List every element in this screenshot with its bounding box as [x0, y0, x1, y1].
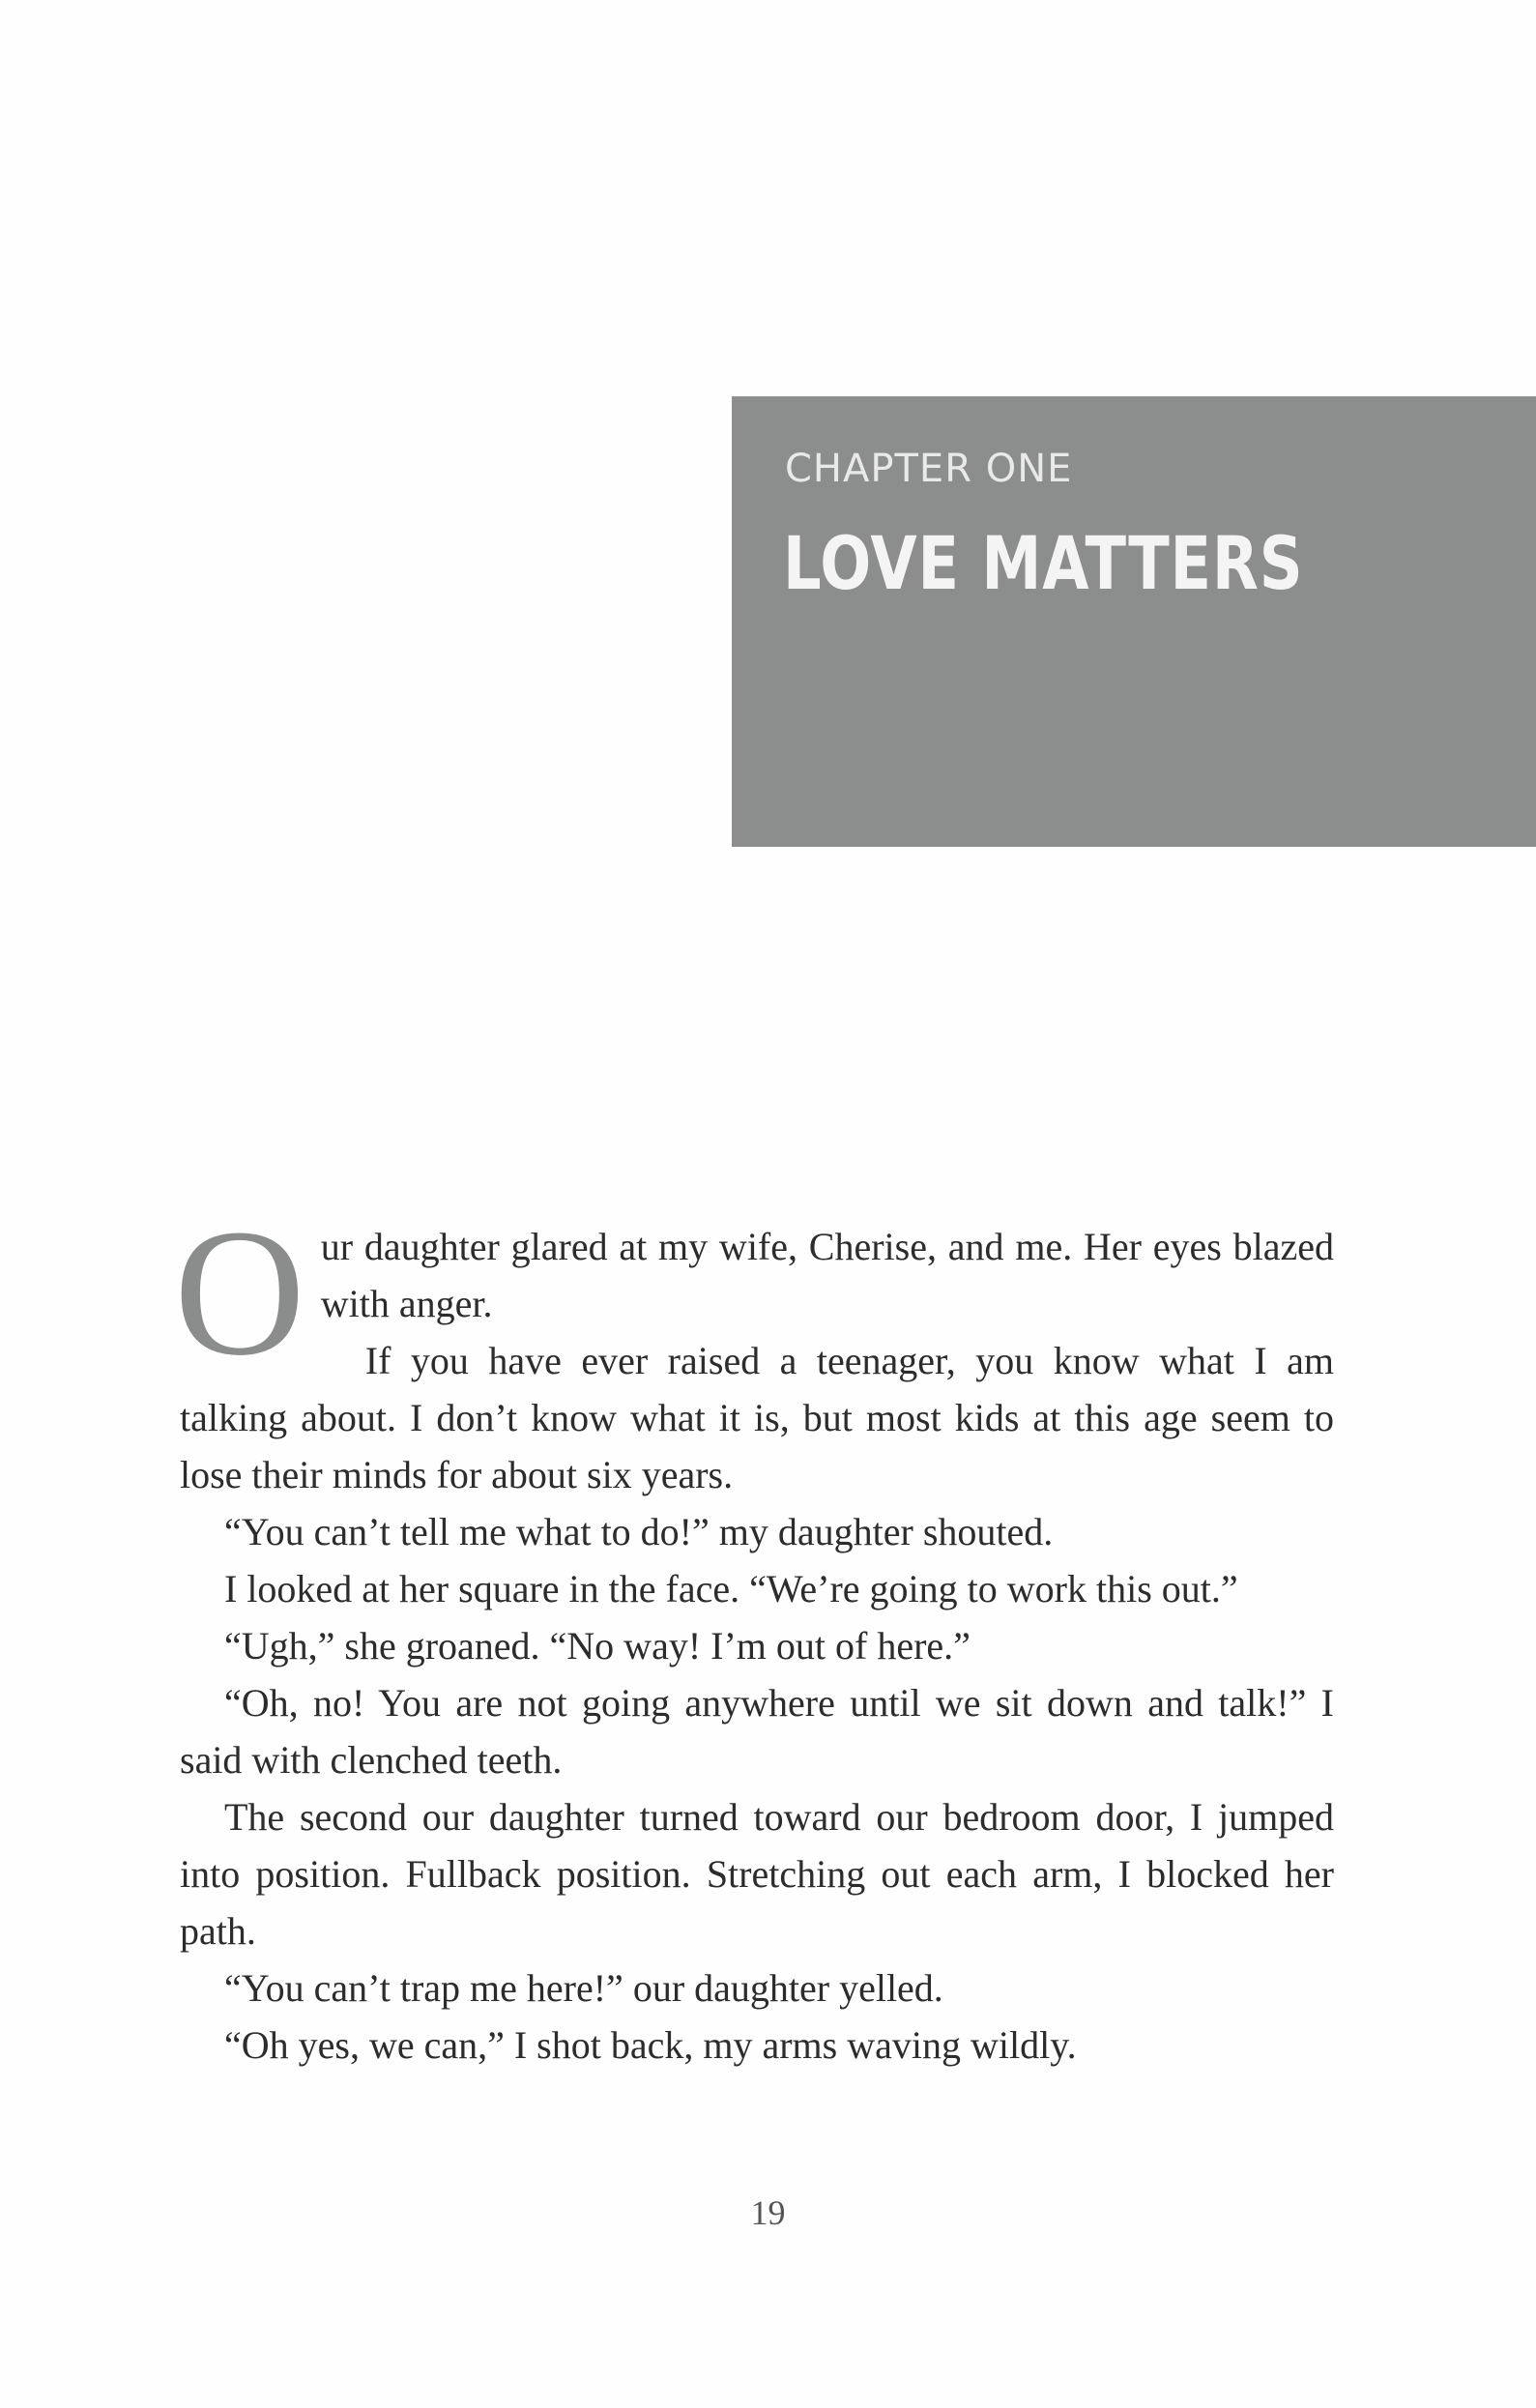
paragraph-4: I looked at her square in the face. “We’re going to work this out.”	[224, 1567, 1238, 1610]
drop-cap: O	[174, 1191, 305, 1393]
paragraph-text: ur daughter glared at my wife, Cherise, and me. Her eyes blazed with anger.	[320, 1225, 1334, 1325]
paragraph-3: “You can’t tell me what to do!” my daughter shouted.	[224, 1510, 1054, 1553]
paragraph-5: “Ugh,” she groaned. “No way! I’m out of here.”	[224, 1624, 971, 1668]
paragraph-7: The second our daughter turned toward our bedroom door, I jumped into position. Fullback position. Stretching out each arm, I blocked her path.	[180, 1795, 1334, 1953]
chapter-body	[174, 1191, 1334, 2074]
paragraph-9: “Oh yes, we can,” I shot back, my arms waving wildly.	[224, 2023, 1077, 2067]
paragraph-2: If you have ever raised a teenager, you know what I am talking about. I don’t know what it is, but most kids at this age seem to lose their minds for about six years.	[180, 1339, 1334, 1496]
chapter-title: LOVE MATTERS	[783, 520, 1304, 606]
page-number: 19	[750, 2193, 786, 2232]
paragraph-6: “Oh, no! You are not going anywhere until we sit down and talk!” I said with clenched teeth.	[180, 1681, 1334, 1782]
chapter-number: CHAPTER ONE	[785, 447, 1073, 491]
paragraph-1	[174, 1191, 1334, 1393]
chapter-heading-box	[732, 396, 1536, 847]
paragraph-8: “You can’t trap me here!” our daughter yelled.	[224, 1966, 943, 2010]
